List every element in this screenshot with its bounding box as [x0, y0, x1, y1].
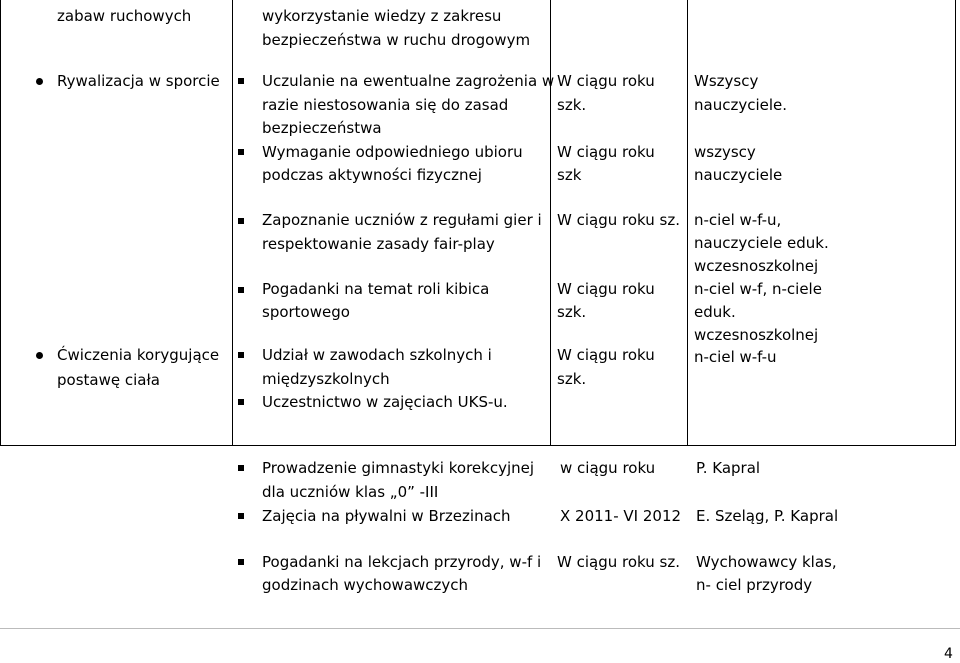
task-line: Wymaganie odpowiedniego ubioru: [262, 143, 523, 161]
task-line: Pogadanki na lekcjach przyrody, w-f i: [262, 553, 542, 571]
responsible-line: wczesnoszkolnej: [694, 257, 819, 275]
term-line: szk: [557, 166, 582, 184]
category-bullet-icon: [36, 78, 43, 85]
term-line: W ciągu roku sz.: [557, 211, 680, 229]
table-border: [0, 0, 1, 446]
task-line: Uczestnictwo w zajęciach UKS-u.: [262, 393, 508, 411]
footer-rule: [0, 628, 960, 629]
term-line: W ciągu roku: [557, 346, 655, 364]
task-line: Uczulanie na ewentualne zagrożenia w: [262, 72, 555, 90]
page-number: 4: [944, 646, 953, 662]
term-line: X 2011- VI 2012: [560, 507, 682, 525]
term-line: szk.: [557, 96, 587, 114]
responsible-line: eduk.: [694, 303, 736, 321]
term-line: W ciągu roku sz.: [557, 553, 680, 571]
task-line: Pogadanki na temat roli kibica: [262, 280, 490, 298]
responsible-line: n-ciel w-f-u,: [694, 211, 782, 229]
responsible-line: n- ciel przyrody: [696, 576, 813, 594]
term-line: szk.: [557, 370, 587, 388]
table-border: [955, 0, 956, 446]
responsible-line: wczesnoszkolnej: [694, 326, 819, 344]
responsible-line: Wychowawcy klas,: [696, 553, 837, 571]
task-line: międzyszkolnych: [262, 370, 390, 388]
task-bullet-icon: [238, 465, 244, 471]
responsible-line: E. Szeląg, P. Kapral: [696, 507, 839, 525]
task-line: wykorzystanie wiedzy z zakresu: [262, 7, 502, 25]
task-line: Udział w zawodach szkolnych i: [262, 346, 492, 364]
task-bullet-icon: [238, 218, 244, 224]
category-label: zabaw ruchowych: [57, 7, 192, 25]
task-line: razie niestosowania się do zasad: [262, 96, 509, 114]
task-line: bezpieczeństwa w ruchu drogowym: [262, 31, 531, 49]
task-line: podczas aktywności fizycznej: [262, 166, 482, 184]
table-border: [550, 0, 551, 446]
task-bullet-icon: [238, 559, 244, 565]
task-bullet-icon: [238, 149, 244, 155]
term-line: szk.: [557, 303, 587, 321]
category-label: Rywalizacja w sporcie: [57, 72, 220, 90]
term-line: W ciągu roku: [557, 72, 655, 90]
category-label: Ćwiczenia korygujące: [57, 346, 220, 364]
responsible-line: P. Kapral: [696, 459, 761, 477]
responsible-line: nauczyciele: [694, 166, 783, 184]
category-bullet-icon: [36, 352, 43, 359]
task-line: godzinach wychowawczych: [262, 576, 469, 594]
task-bullet-icon: [238, 352, 244, 358]
responsible-line: n-ciel w-f, n-ciele: [694, 280, 822, 298]
category-label: postawę ciała: [57, 371, 160, 389]
term-line: w ciągu roku: [560, 459, 656, 477]
term-line: W ciągu roku: [557, 280, 655, 298]
table-border: [0, 445, 956, 446]
responsible-line: n-ciel w-f-u: [694, 348, 777, 366]
task-bullet-icon: [238, 399, 244, 405]
task-line: sportowego: [262, 303, 350, 321]
task-line: bezpieczeństwa: [262, 119, 382, 137]
task-line: respektowanie zasady fair-play: [262, 235, 495, 253]
task-bullet-icon: [238, 287, 244, 293]
table-border: [687, 0, 688, 446]
responsible-line: nauczyciele.: [694, 96, 788, 114]
task-line: Prowadzenie gimnastyki korekcyjnej: [262, 459, 535, 477]
task-line: Zapoznanie uczniów z regułami gier i: [262, 211, 542, 229]
task-line: dla uczniów klas „0” -III: [262, 483, 439, 501]
responsible-line: Wszyscy: [694, 72, 759, 90]
task-bullet-icon: [238, 78, 244, 84]
term-line: W ciągu roku: [557, 143, 655, 161]
task-bullet-icon: [238, 513, 244, 519]
responsible-line: wszyscy: [694, 143, 756, 161]
responsible-line: nauczyciele eduk.: [694, 234, 829, 252]
table-border: [232, 0, 233, 446]
task-line: Zajęcia na pływalni w Brzezinach: [262, 507, 511, 525]
